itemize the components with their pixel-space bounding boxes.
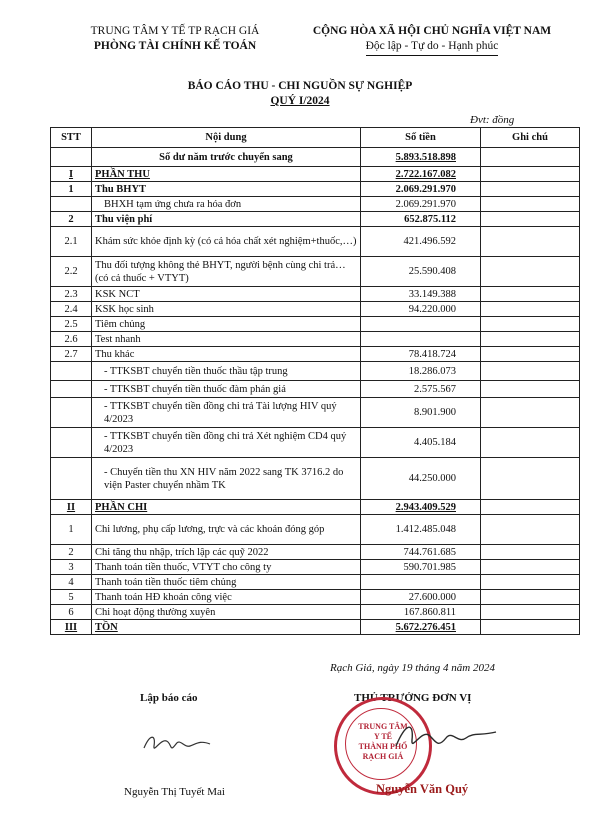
row-amount: 5.672.276.451 (361, 620, 481, 635)
row-stt (51, 398, 92, 428)
row-content: PHẦN THU (92, 167, 361, 182)
table-row (51, 398, 580, 428)
row-stt: 1 (51, 182, 92, 197)
col-note-header: Ghi chú (481, 128, 580, 148)
row-amount: 1.412.485.048 (361, 515, 481, 545)
row-content: Thu khác (92, 347, 361, 362)
table-row (51, 332, 580, 347)
row-stt: 3 (51, 560, 92, 575)
table-row (51, 560, 580, 575)
row-amount: 5.893.518.898 (361, 148, 481, 167)
table-row (51, 347, 580, 362)
row-content: Thu BHYT (92, 182, 361, 197)
row-amount: 652.875.112 (361, 212, 481, 227)
row-content: Thanh toán HĐ khoán công việc (92, 590, 361, 605)
preparer-signature (140, 728, 220, 758)
preparer-title: Lập báo cáo (140, 692, 198, 704)
row-stt: 2 (51, 545, 92, 560)
stamp-line: RẠCH GIÁ (362, 752, 404, 761)
row-note (481, 545, 580, 560)
row-amount: 44.250.000 (361, 458, 481, 500)
row-stt: 6 (51, 605, 92, 620)
table-row (51, 302, 580, 317)
row-note (481, 575, 580, 590)
row-content: KSK NCT (92, 287, 361, 302)
row-amount: 2.575.567 (361, 381, 481, 398)
director-name: Nguyễn Văn Quý (376, 782, 469, 796)
national-title: CỘNG HÒA XÃ HỘI CHỦ NGHĨA VIỆT NAM (312, 25, 552, 37)
row-note (481, 560, 580, 575)
row-stt: 2.2 (51, 257, 92, 287)
row-amount: 2.722.167.082 (361, 167, 481, 182)
row-stt: 2.6 (51, 332, 92, 347)
currency-unit: Đvt: đồng (470, 114, 515, 126)
table-row (51, 212, 580, 227)
row-note (481, 620, 580, 635)
row-note (481, 167, 580, 182)
row-stt: 2.7 (51, 347, 92, 362)
row-stt: 2.3 (51, 287, 92, 302)
place-date: Rạch Giá, ngày 19 tháng 4 năm 2024 (330, 662, 495, 674)
row-stt: 2.1 (51, 227, 92, 257)
row-content: - TTKSBT chuyển tiền thuốc đàm phán giá (92, 381, 361, 398)
row-stt (51, 362, 92, 381)
row-stt (51, 428, 92, 458)
row-amount: 25.590.408 (361, 257, 481, 287)
row-note (481, 148, 580, 167)
row-stt: 2 (51, 212, 92, 227)
row-amount (361, 317, 481, 332)
col-content-header: Nội dung (92, 128, 361, 148)
row-amount: 4.405.184 (361, 428, 481, 458)
col-amount-header: Số tiền (361, 128, 481, 148)
row-stt: I (51, 167, 92, 182)
row-note (481, 332, 580, 347)
row-content: - TTKSBT chuyển tiền đồng chi trả Xét nghiệm CD4 quý 4/2023 (92, 428, 361, 458)
table-row (51, 590, 580, 605)
table-row (51, 515, 580, 545)
row-amount (361, 575, 481, 590)
org-header (80, 24, 270, 54)
preparer-name: Nguyễn Thị Tuyết Mai (124, 786, 225, 798)
stamp-line: THÀNH PHỐ (358, 742, 408, 751)
row-content: Thu viện phí (92, 212, 361, 227)
row-stt: 2.4 (51, 302, 92, 317)
row-note (481, 515, 580, 545)
row-content: KSK học sinh (92, 302, 361, 317)
stamp-line: Y TẾ (373, 732, 392, 741)
row-note (481, 428, 580, 458)
row-amount: 744.761.685 (361, 545, 481, 560)
row-note (481, 227, 580, 257)
table-row (51, 257, 580, 287)
table-row (51, 287, 580, 302)
table-row (51, 148, 580, 167)
report-period: QUÝ I/2024 (270, 95, 330, 107)
row-note (481, 398, 580, 428)
row-note (481, 197, 580, 212)
row-amount: 2.069.291.970 (361, 197, 481, 212)
row-amount: 27.600.000 (361, 590, 481, 605)
row-stt (51, 148, 92, 167)
table-row (51, 182, 580, 197)
row-content: Chi hoạt động thường xuyên (92, 605, 361, 620)
row-amount: 590.701.985 (361, 560, 481, 575)
row-note (481, 362, 580, 381)
row-note (481, 381, 580, 398)
table-row (51, 458, 580, 500)
row-amount: 2.069.291.970 (361, 182, 481, 197)
row-amount (361, 332, 481, 347)
row-amount: 8.901.900 (361, 398, 481, 428)
row-content: PHẦN CHI (92, 500, 361, 515)
row-note (481, 317, 580, 332)
table-row (51, 317, 580, 332)
table-row (51, 362, 580, 381)
row-content: Chi tăng thu nhập, trích lập các quỹ 2022 (92, 545, 361, 560)
row-note (481, 347, 580, 362)
row-amount: 78.418.724 (361, 347, 481, 362)
national-header (292, 24, 572, 56)
org-name: TRUNG TÂM Y TẾ TP RẠCH GIÁ (90, 25, 260, 37)
row-amount: 18.286.073 (361, 362, 481, 381)
row-note (481, 212, 580, 227)
national-motto: Độc lập - Tự do - Hạnh phúc (366, 39, 499, 56)
col-stt-header: STT (51, 128, 92, 148)
row-content: Khám sức khỏe định kỳ (có cả hóa chất xét nghiệm+thuốc,…) (92, 227, 361, 257)
row-content: Thanh toán tiền thuốc tiêm chủng (92, 575, 361, 590)
table-row (51, 227, 580, 257)
row-stt (51, 381, 92, 398)
row-content: BHXH tạm ứng chưa ra hóa đơn (92, 197, 361, 212)
row-content: - Chuyển tiền thu XN HIV năm 2022 sang TK 3716.2 do viện Paster chuyển nhầm TK (92, 458, 361, 500)
row-amount: 2.943.409.529 (361, 500, 481, 515)
table-row (51, 605, 580, 620)
row-content: TỒN (92, 620, 361, 635)
row-stt: 5 (51, 590, 92, 605)
table-row (51, 500, 580, 515)
table-header-row (51, 128, 580, 148)
row-note (481, 605, 580, 620)
row-note (481, 302, 580, 317)
row-content: Test nhanh (92, 332, 361, 347)
row-note (481, 458, 580, 500)
row-content: - TTKSBT chuyển tiền đồng chi trả Tài lượng HIV quý 4/2023 (92, 398, 361, 428)
row-amount: 33.149.388 (361, 287, 481, 302)
table-row (51, 545, 580, 560)
table-row (51, 620, 580, 635)
report-table (50, 127, 580, 635)
row-amount: 421.496.592 (361, 227, 481, 257)
row-stt: 1 (51, 515, 92, 545)
row-content: Thu đối tượng không thẻ BHYT, người bệnh cùng chi trả…(có cả thuốc + VTYT) (92, 257, 361, 287)
row-content: Tiêm chủng (92, 317, 361, 332)
table-row (51, 197, 580, 212)
report-title: BÁO CÁO THU - CHI NGUỒN SỰ NGHIỆP (187, 80, 413, 92)
row-note (481, 287, 580, 302)
row-content: Số dư năm trước chuyển sang (92, 148, 361, 167)
row-note (481, 182, 580, 197)
row-note (481, 500, 580, 515)
director-title: THỦ TRƯỞNG ĐƠN VỊ (354, 692, 472, 704)
row-amount: 94.220.000 (361, 302, 481, 317)
table-row (51, 428, 580, 458)
table-row (51, 575, 580, 590)
row-stt: III (51, 620, 92, 635)
row-stt: II (51, 500, 92, 515)
table-row (51, 381, 580, 398)
row-stt: 4 (51, 575, 92, 590)
row-content: Thanh toán tiền thuốc, VTYT cho công ty (92, 560, 361, 575)
row-amount: 167.860.811 (361, 605, 481, 620)
row-note (481, 257, 580, 287)
row-stt (51, 197, 92, 212)
row-content: Chi lương, phụ cấp lương, trực và các khoản đóng góp (92, 515, 361, 545)
table-row (51, 167, 580, 182)
department-name: PHÒNG TÀI CHÍNH KẾ TOÁN (93, 40, 257, 52)
director-signature (392, 718, 502, 758)
row-stt: 2.5 (51, 317, 92, 332)
stamp-line: TRUNG TÂM (358, 722, 408, 731)
row-stt (51, 458, 92, 500)
row-note (481, 590, 580, 605)
row-content: - TTKSBT chuyển tiền thuốc thầu tập trung (92, 362, 361, 381)
